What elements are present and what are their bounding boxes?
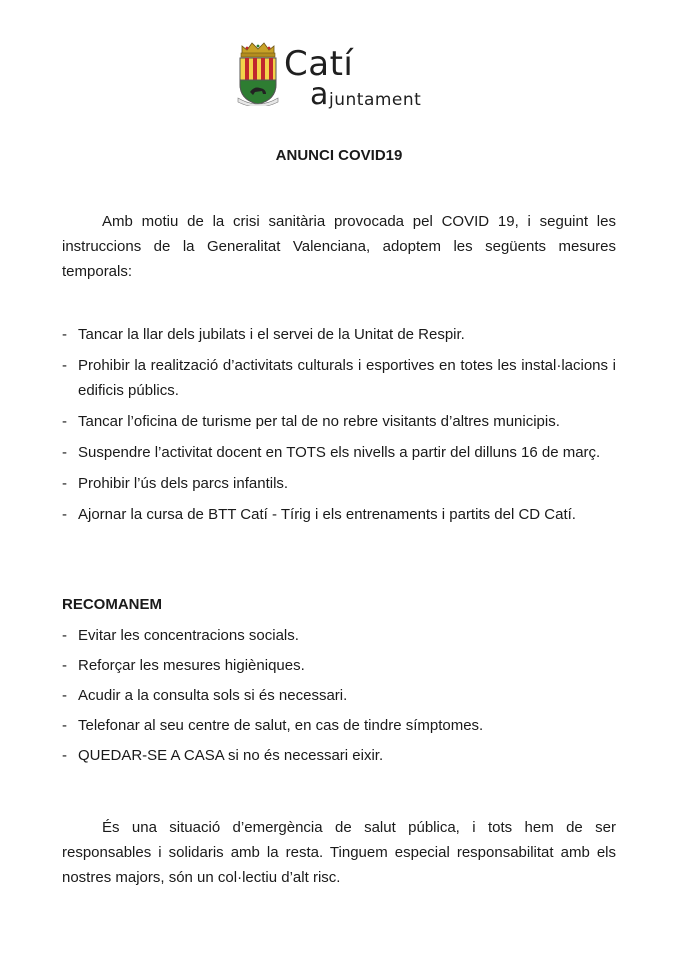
recommendation-text: Evitar les concentracions socials. [78,627,299,644]
list-item [62,409,616,434]
dash-bullet: - [62,687,67,704]
list-item [62,743,616,768]
recommendations-list [62,623,616,773]
intro-paragraph: Amb motiu de la crisi sanitària provocada pel COVID 19, i seguint les instruccions de la Generalitat Valenciana, adoptem les següents mesures temporals: [62,213,616,280]
measure-text: Prohibir l’ús dels parcs infantils. [78,475,289,492]
recommend-heading: RECOMANEM [62,596,162,613]
recommendation-text: Acudir a la consulta sols si és necessari. [78,687,348,704]
dash-bullet: - [62,627,67,644]
dash-bullet: - [62,657,67,674]
measure-text: Prohibir la realització d’activitats culturals i esportives en totes les instal·lacions i edificis públics. [78,357,616,399]
list-item [62,502,616,527]
list-item [62,322,616,347]
town-logo [236,40,456,110]
closing-paragraph: És una situació d’emergència de salut pública, i tots hem de ser responsables i solidaris amb la resta. Tinguem especial responsabilitat amb els nostres majors, són un col·lectiu d’alt risc. [62,819,616,886]
measures-list [62,322,616,533]
dash-bullet: - [62,747,67,764]
dash-bullet: - [62,506,67,523]
dash-bullet: - [62,413,67,430]
list-item [62,713,616,738]
dash-bullet: - [62,475,67,492]
measure-text: Tancar la llar dels jubilats i el servei de la Unitat de Respir. [78,326,465,343]
dash-bullet: - [62,717,67,734]
page-title: ANUNCI COVID19 [275,147,403,164]
list-item [62,623,616,648]
dash-bullet: - [62,326,67,343]
measure-text: Ajornar la cursa de BTT Catí - Tírig i els entrenaments i partits del CD Catí. [78,506,576,523]
dash-bullet: - [62,357,67,374]
recommendation-text: Telefonar al seu centre de salut, en cas de tindre símptomes. [78,717,484,734]
logo-sub-text: juntament [329,90,422,110]
list-item [62,353,616,403]
recommendation-text: Reforçar les mesures higièniques. [78,657,305,674]
logo-name: Catí [284,44,354,84]
logo-sub-initial: a [310,77,329,112]
list-item [62,653,616,678]
measure-text: Tancar l’oficina de turisme per tal de no rebre visitants d’altres municipis. [78,413,560,430]
coat-of-arms-icon [236,40,280,106]
recommendation-text: QUEDAR-SE A CASA si no és necessari eixir. [78,747,384,764]
dash-bullet: - [62,444,67,461]
list-item [62,440,616,465]
list-item [62,683,616,708]
measure-text: Suspendre l’activitat docent en TOTS els nivells a partir del dilluns 16 de març. [78,444,601,461]
list-item [62,471,616,496]
